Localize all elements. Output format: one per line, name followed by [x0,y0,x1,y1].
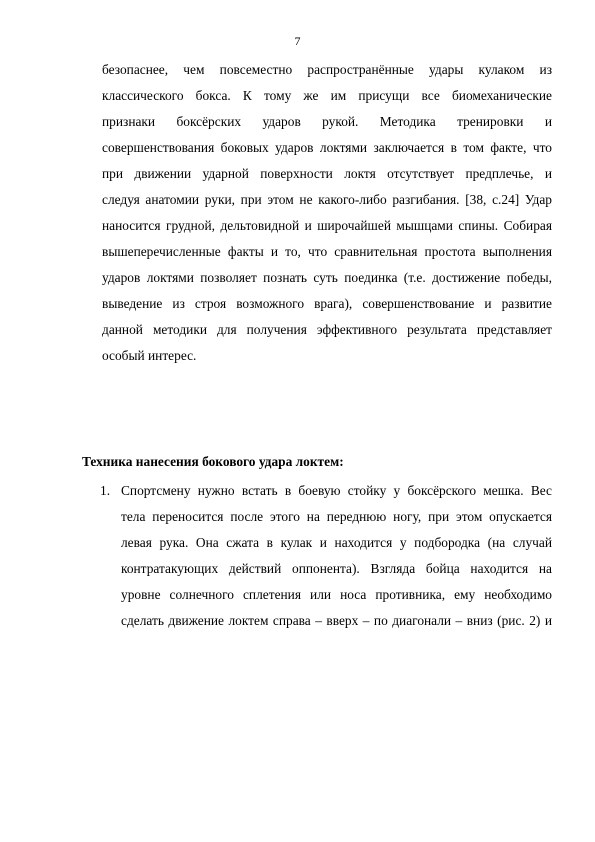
list-item-line: уровне солнечного сплетения или носа противника, ему необходимо [121,587,552,602]
paragraph-line: данной методики для получения эффективного результата представляет [102,322,552,337]
paragraph-line: классического бокса. К тому же им присущи все биомеханические [102,88,552,103]
paragraph-line: наносится грудной, дельтовидной и широчайшей мышцами спины. Собирая [102,218,552,233]
paragraph-line: особый интерес. [102,348,197,363]
paragraph-line: при движении ударной поверхности локтя отсутствует предплечье, и [102,166,552,181]
paragraph-line: выведение из строя возможного врага), совершенствование и развитие [102,296,552,311]
section-heading: Техника нанесения бокового удара локтем: [82,454,344,469]
list-item-line: тела переносится после этого на переднюю ногу, при этом опускается [121,509,552,524]
paragraph-line: следуя анатомии руки, при этом не какого-либо разгибания. [38, с.24] Удар [102,192,552,207]
list-item-line: сделать движение локтем справа – вверх – по диагонали – вниз (рис. 2) и [121,613,552,628]
paragraph-line: совершенствования боковых ударов локтями заключается в том факте, что [102,140,552,155]
page-number: 7 [294,34,301,48]
paragraph-line: признаки боксёрских ударов рукой. Методика тренировки и [102,114,552,129]
paragraph-line: ударов локтями позволяет познать суть поединка (т.е. достижение победы, [102,270,552,285]
list-item-line: контратакующих действий оппонента). Взгляда бойца находится на [121,561,552,576]
list-item-line: Спортсмену нужно встать в боевую стойку у боксёрского мешка. Вес [121,483,552,498]
paragraph-line: вышеперечисленные факты и то, что сравнительная простота выполнения [102,244,552,259]
list-number: 1. [100,483,111,498]
paragraph-line: безопаснее, чем повсеместно распространённые удары кулаком из [102,62,552,77]
list-item-line: левая рука. Она сжата в кулак и находится у подбородка (на случай [121,535,552,550]
